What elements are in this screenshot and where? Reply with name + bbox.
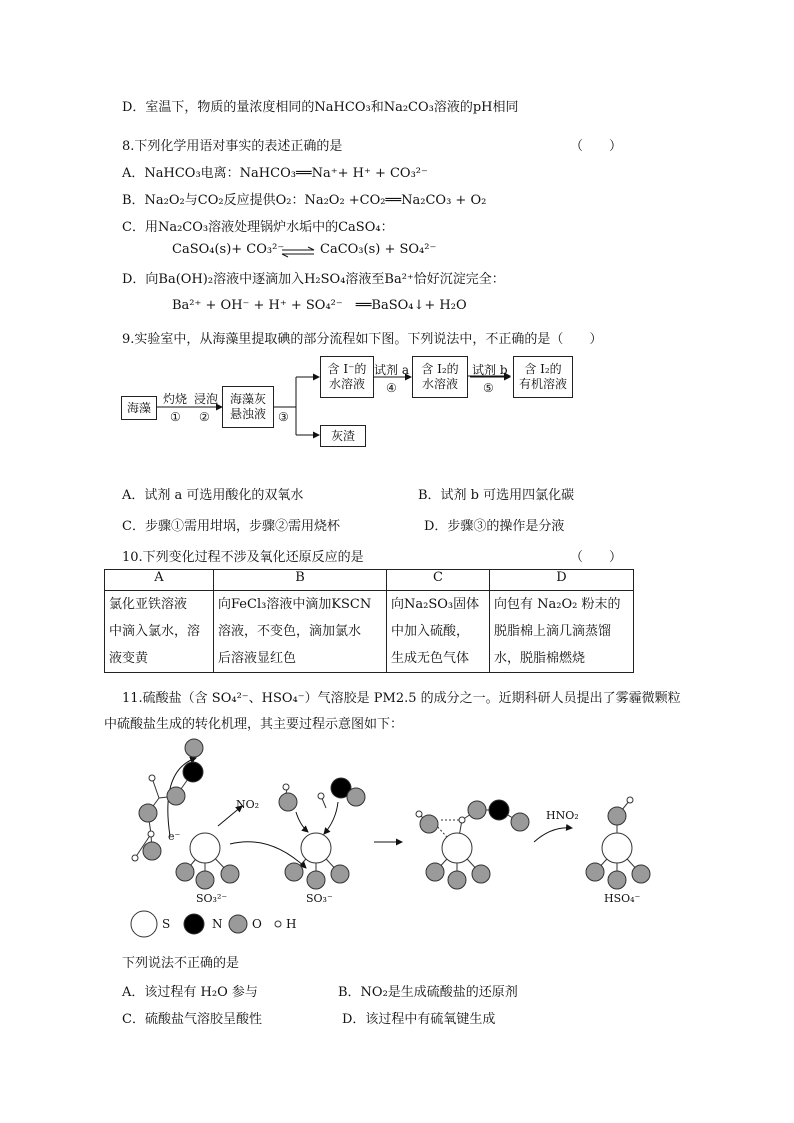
q8-option-b: B．Na₂O₂与CO₂反应提供O₂：Na₂O₂ +CO₂══Na₂CO₃ + O₂: [122, 193, 487, 208]
q10-cell-d-line1: 向包有 Na₂O₂ 粉末的: [494, 597, 621, 612]
q9-stem: 9.实验室中，从海藻里提取碘的部分流程如下图。下列说法中，不正确的是（ ）: [122, 332, 603, 347]
q10-cell-c: [387, 591, 490, 673]
q11-option-c: C．硫酸盐气溶胶呈酸性: [122, 1012, 262, 1027]
flow-box-ash-residue: [320, 425, 366, 447]
q10-table: [104, 569, 634, 673]
q8-stem: 8.下列化学用语对事实的表述正确的是: [122, 139, 343, 154]
q10-cell-c-line3: 生成无色气体: [391, 651, 470, 666]
flow-step-5: ⑤: [483, 381, 494, 395]
label-no2: NO₂: [236, 798, 260, 811]
q10-cell-b: [214, 591, 387, 673]
label-so3-minus: SO₃⁻: [306, 892, 333, 905]
legend-h: H: [286, 917, 297, 931]
q8-option-c: C．用Na₂CO₃溶液处理锅炉水垢中的CaSO₄：: [122, 220, 394, 235]
flow-box-iodine-organic: [513, 356, 573, 398]
q8-answer-paren: （ ）: [570, 139, 623, 154]
q10-cell-a: [105, 591, 214, 673]
flow-box-ash-line2: 悬浊液: [229, 407, 266, 421]
q10-cell-a-line2: 中滴入氯水，溶: [109, 624, 201, 639]
flow-box-seaweed: [121, 396, 157, 420]
q10-cell-c-line1: 向Na₂SO₃固体: [391, 597, 480, 612]
q10-answer-paren: （ ）: [570, 550, 623, 565]
flow-label-reagent-a: 试剂 a: [374, 363, 409, 377]
q10-stem: 10.下列变化过程不涉及氧化还原反应的是: [122, 550, 364, 565]
flow-label-reagent-b: 试剂 b: [472, 363, 508, 377]
flow-step-2: ②: [199, 410, 210, 424]
q11-question: 下列说法不正确的是: [122, 956, 240, 971]
flow-box-iodine-org-line2: 有机溶液: [518, 377, 567, 391]
legend-o: O: [252, 917, 262, 931]
q10-header-b: B: [214, 570, 387, 591]
flow-box-iodine-aq-line2: 水溶液: [421, 377, 458, 391]
q11-stem-line1: 11.硫酸盐（含 SO₄²⁻、HSO₄⁻）气溶胶是 PM2.5 的成分之一。近期科研人员提出了雾霾微颗粒: [122, 691, 681, 706]
legend-s: S: [162, 917, 171, 931]
q10-cell-b-line3: 后溶液显红色: [218, 651, 297, 666]
flow-step-4: ④: [386, 381, 397, 395]
q9-option-b: B．试剂 b 可选用四氯化碳: [418, 488, 575, 503]
label-hno2: HNO₂: [546, 809, 579, 822]
equilibrium-arrow-icon: [280, 245, 316, 259]
q10-cell-b-line2: 溶液，不变色，滴加氯水: [218, 624, 362, 639]
q11-mechanism-diagram: [100, 730, 700, 940]
q9-option-d: D．步骤③的操作是分液: [424, 519, 565, 534]
q10-cell-d-line2: 脱脂棉上滴几滴蒸馏: [494, 624, 612, 639]
label-so3-2minus: SO₃²⁻: [196, 892, 228, 905]
q7-option-d: D．室温下，物质的量浓度相同的NaHCO₃和Na₂CO₃溶液的pH相同: [122, 100, 519, 115]
q10-cell-a-line1: 氯化亚铁溶液: [109, 597, 188, 612]
q8-c-eq-right: CaCO₃(s) + SO₄²⁻: [320, 242, 437, 257]
q8-c-eq-left: CaSO₄(s)+ CO₃²⁻: [172, 242, 285, 257]
flow-label-burn: 灼烧: [163, 392, 188, 406]
flow-box-seaweed-label: 海藻: [126, 400, 151, 415]
q9-option-a: A．试剂 a 可选用酸化的双氧水: [122, 488, 304, 503]
flow-box-residue-label: 灰渣: [330, 428, 355, 443]
q10-header-d: D: [490, 570, 634, 591]
flow-box-iodide-line2: 水溶液: [328, 377, 365, 391]
q10-header-c: C: [387, 570, 490, 591]
q8-option-d: D．向Ba(OH)₂溶液中逐滴加入H₂SO₄溶液至Ba²⁺恰好沉淀完全：: [122, 272, 505, 287]
q10-cell-d: [490, 591, 634, 673]
q10-cell-a-line3: 液变黄: [109, 651, 149, 666]
q11-option-b: B．NO₂是生成硫酸盐的还原剂: [338, 985, 518, 1000]
flow-box-iodide-solution: [320, 356, 374, 398]
legend-n: N: [212, 917, 223, 931]
q11-option-d: D．该过程中有硫氧键生成: [342, 1012, 496, 1027]
q10-cell-b-line1: 向FeCl₃溶液中滴加KSCN: [218, 597, 372, 612]
label-hso4-minus: HSO₄⁻: [604, 892, 641, 905]
flow-label-soak: 浸泡: [194, 392, 219, 406]
q8-option-a: A．NaHCO₃电离：NaHCO₃══Na⁺+ H⁺ + CO₃²⁻: [122, 166, 428, 181]
flow-box-ash-line1: 海藻灰: [229, 392, 266, 406]
q11-option-a: A．该过程有 H₂O 参与: [122, 985, 258, 1000]
flow-box-iodine-aq-line1: 含 I₂的: [421, 362, 459, 376]
flow-box-iodine-org-line1: 含 I₂的: [524, 362, 562, 376]
flow-box-ash-suspension: [222, 386, 274, 428]
q10-header-a: A: [105, 570, 214, 591]
label-electron: e⁻: [168, 830, 181, 843]
flow-step-3: ③: [278, 410, 289, 424]
q11-stem-line2: 中硫酸盐生成的转化机理，其主要过程示意图如下：: [104, 717, 404, 732]
q10-cell-d-line3: 水，脱脂棉燃烧: [494, 651, 586, 666]
flow-step-1: ①: [170, 410, 181, 424]
flow-box-iodine-aqueous: [412, 356, 468, 398]
q9-option-c: C．步骤①需用坩埚，步骤②需用烧杯: [122, 519, 340, 534]
flow-box-iodide-line1: 含 I⁻的: [327, 362, 367, 376]
q10-cell-c-line2: 中加入硫酸，: [391, 624, 470, 639]
q8-d-equation: Ba²⁺ + OH⁻ + H⁺ + SO₄²⁻ ══BaSO₄↓+ H₂O: [172, 298, 467, 313]
